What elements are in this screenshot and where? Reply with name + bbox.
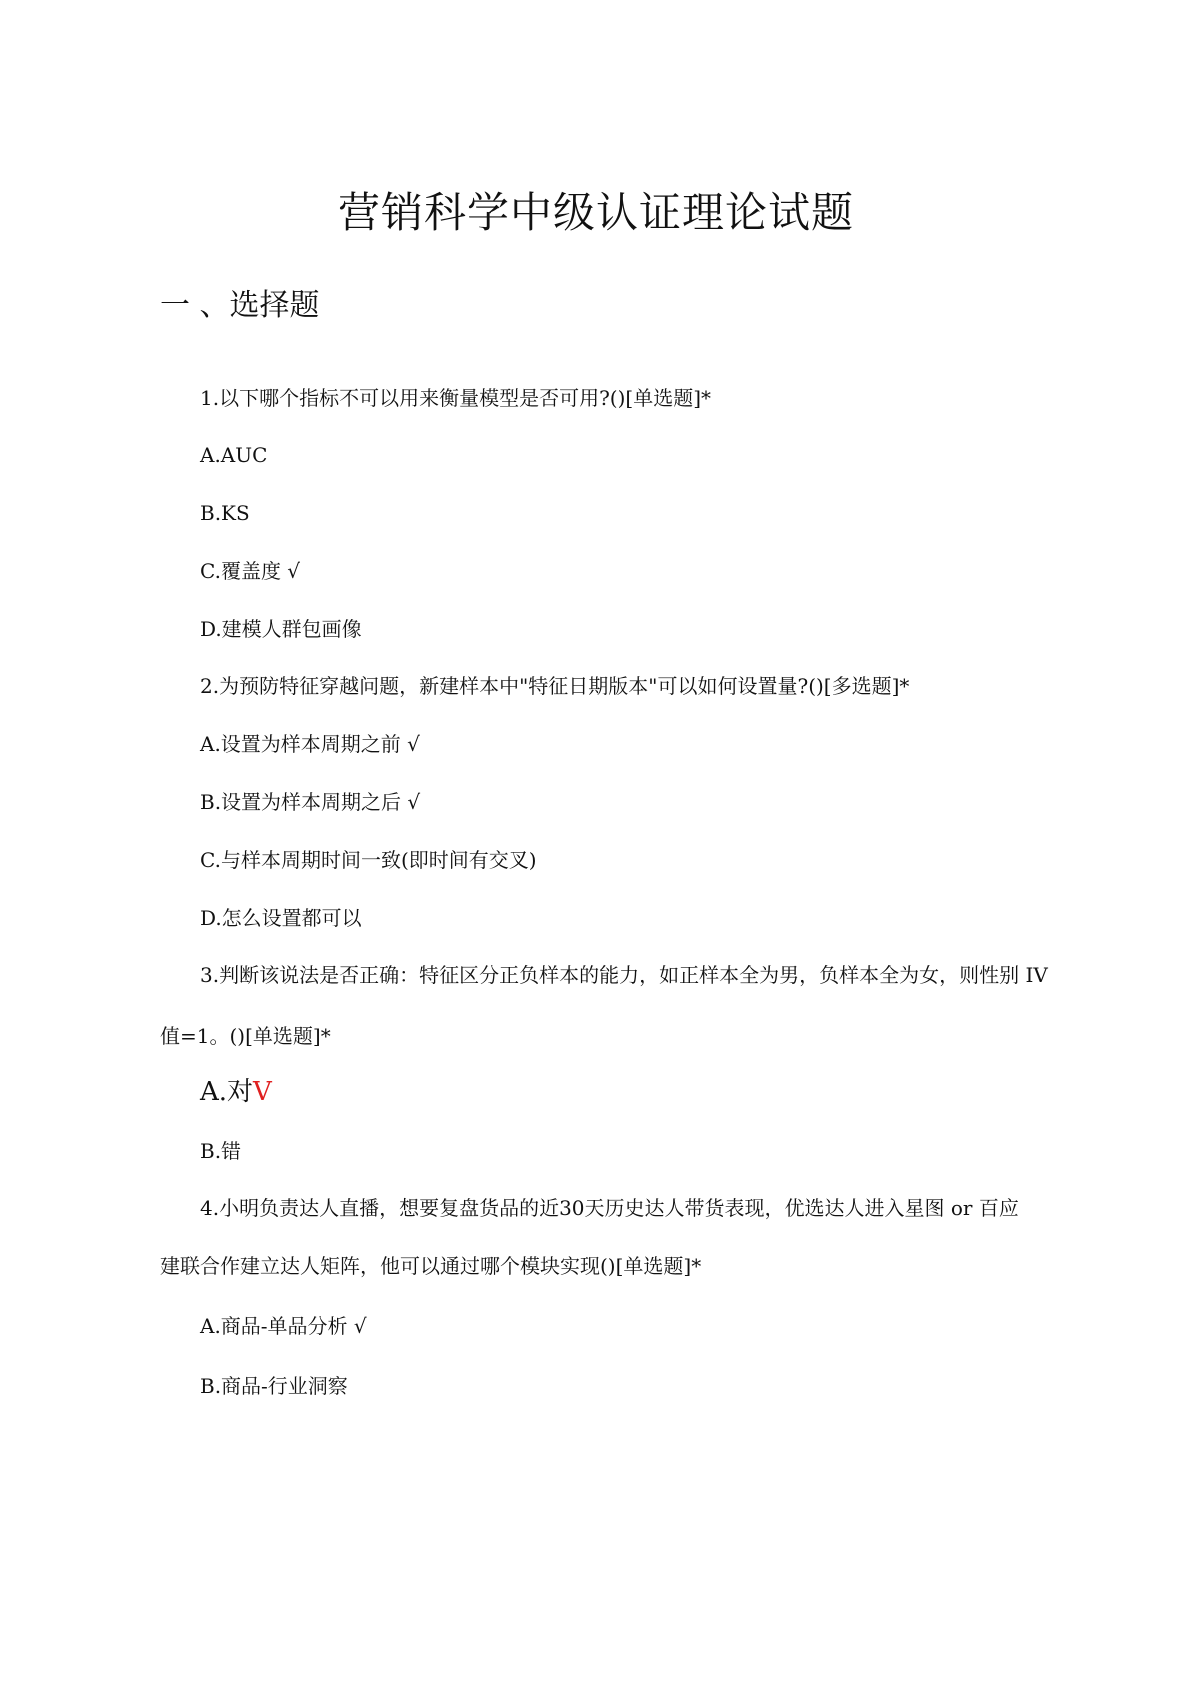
question-3-text-line-2: 值=1。()[单选题]* bbox=[160, 1024, 331, 1048]
question-1-option-a: A.AUC bbox=[200, 443, 268, 467]
question-1-text: 1.以下哪个指标不可以用来衡量模型是否可用?()[单选题]* bbox=[200, 386, 712, 410]
document-title: 营销科学中级认证理论试题 bbox=[337, 188, 854, 237]
answer-mark: V bbox=[253, 1077, 272, 1107]
question-2-option-b: B.设置为样本周期之后 √ bbox=[200, 790, 421, 814]
question-3-option-b: B.错 bbox=[200, 1139, 242, 1163]
question-3-option-a-label: A.对 bbox=[200, 1077, 254, 1107]
question-3-option-a bbox=[200, 1075, 272, 1109]
question-1-option-c: C.覆盖度 √ bbox=[200, 559, 301, 583]
question-1-option-b: B.KS bbox=[200, 501, 250, 525]
question-4-text-line-2: 建联合作建立达人矩阵，他可以通过哪个模块实现()[单选题]* bbox=[160, 1254, 702, 1278]
question-4-text-line-1: 4.小明负责达人直播，想要复盘货品的近30天历史达人带货表现，优选达人进入星图 or 百应 bbox=[200, 1196, 1019, 1220]
question-2-option-c: C.与样本周期时间一致(即时间有交叉) bbox=[200, 848, 537, 872]
question-2-option-a: A.设置为样本周期之前 √ bbox=[200, 732, 420, 756]
question-3-text-line-1: 3.判断该说法是否正确：特征区分正负样本的能力，如正样本全为男，负样本全为女，则性别 IV bbox=[200, 963, 1048, 987]
question-4-option-a: A.商品-单品分析 √ bbox=[200, 1314, 367, 1338]
question-2-option-d: D.怎么设置都可以 bbox=[200, 906, 362, 930]
question-1-option-d: D.建模人群包画像 bbox=[200, 617, 362, 641]
section-heading: 一 、选择题 bbox=[160, 288, 320, 323]
question-2-text: 2.为预防特征穿越问题，新建样本中"特征日期版本"可以如何设置量?()[多选题]* bbox=[200, 674, 910, 698]
question-4-option-b: B.商品-行业洞察 bbox=[200, 1374, 348, 1398]
